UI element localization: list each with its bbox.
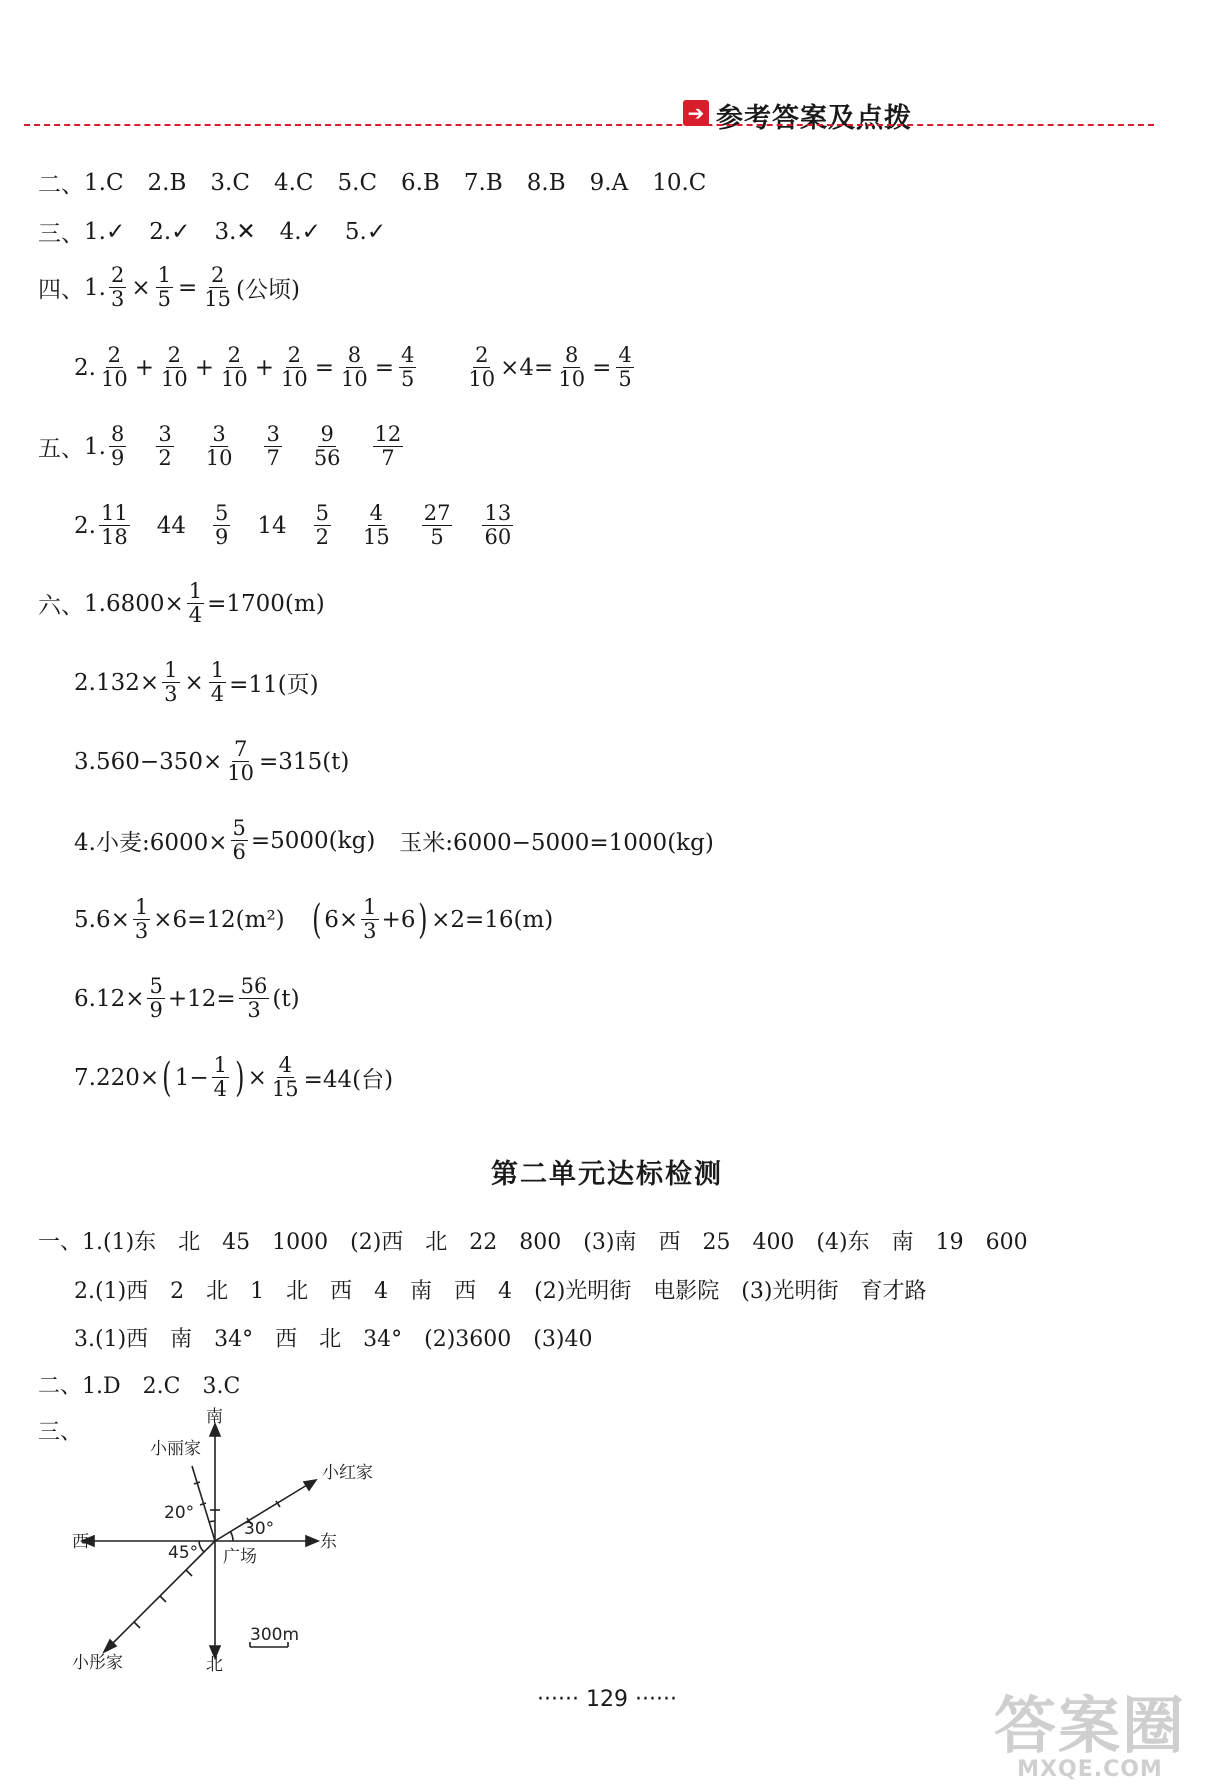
unit2-s3-label: 三、 [38, 1420, 83, 1445]
unit2-s1-line1: 一、1.(1)东 北 45 1000 (2)西 北 22 800 (3)南 西 25 400 (4)东 南 19 600 [38, 1230, 1028, 1255]
fraction: $\frac{4}{5}$ [401, 343, 415, 392]
fraction: $\frac{8}{10}$ [558, 343, 586, 392]
label-north: 北 [206, 1655, 223, 1675]
fraction: $\frac{12}{7}$ [374, 422, 402, 471]
part5-row1 [38, 423, 406, 470]
part6-q4: 4.小麦:6000× $\frac{5}{6}$ =5000(kg) 玉米:6000−5000=1000(kg) [74, 816, 714, 865]
part6-label: 六、 [38, 593, 84, 620]
fraction: $\frac{4}{15}$ [271, 1053, 299, 1102]
watermark-logo: 答案圈 [993, 1689, 1186, 1762]
watermark-url: MXQE.COM [1017, 1757, 1163, 1782]
answer-item: 4.✓ [279, 218, 321, 245]
fraction: $\frac{4}{15}$ [363, 501, 390, 550]
question-number: 2. [74, 354, 96, 381]
part4-q1: 四、 1. $\frac{2}{3}$ × $\frac{1}{5}$ = $\frac{2}{15}$ (公顷) [38, 263, 300, 312]
part3-answers [38, 215, 386, 248]
question-number: 2. [74, 512, 96, 539]
fraction: $\frac{4}{5}$ [618, 343, 632, 392]
fraction: $\frac{1}{5}$ [157, 263, 171, 312]
part6-q6: 6.12× $\frac{5}{9}$ +12= $\frac{56}{3}$ (t) [74, 974, 300, 1023]
header-title: 参考答案及点拨 [716, 103, 912, 134]
fraction: $\frac{8}{10}$ [341, 343, 368, 392]
answer-item: 1.✓ [84, 218, 126, 245]
fraction: $\frac{3}{2}$ [158, 422, 172, 471]
part5-label: 五、 [38, 436, 84, 463]
fraction: $\frac{7}{10}$ [227, 737, 255, 786]
direction-diagram [72, 1407, 440, 1675]
page-number: ······ 129 ······ [537, 1687, 677, 1712]
part6-q1: 六、 1.6800× $\frac{1}{4}$ =1700(m) [38, 579, 325, 628]
answer-item: 2.B [147, 169, 187, 196]
unit2-s1-line2: 2.(1)西 2 北 1 北 西 4 南 西 4 (2)光明街 电影院 (3)光明街 育才路 [74, 1279, 927, 1304]
ray-xiaotong [108, 1541, 215, 1648]
label-xiaotong: 小彤家 [72, 1653, 123, 1673]
answer-item: 5.C [337, 169, 378, 196]
label-center: 广场 [223, 1547, 257, 1567]
fraction: $\frac{9}{56}$ [313, 422, 341, 471]
unit-text: (公顷) [236, 277, 300, 304]
answer-item: 4.C [273, 169, 314, 196]
operator-text: ×4= [500, 354, 554, 381]
arrow-right-icon [306, 1536, 318, 1546]
fraction: $\frac{3}{10}$ [205, 422, 233, 471]
part6-q7: 7.220× ( 1− $\frac{1}{4}$ ) × $\frac{4}{15}$ =44(台) [74, 1053, 394, 1102]
answer-item: 8.B [526, 169, 566, 196]
part4-label: 四、 [38, 277, 84, 304]
unit2-s1-line3: 3.(1)西 南 34° 西 北 34° (2)3600 (3)40 [74, 1327, 593, 1352]
answer-item: 5.✓ [344, 218, 387, 245]
answer-item: 1.C [84, 169, 124, 196]
fraction: $\frac{2}{3}$ [110, 263, 125, 312]
fraction: $\frac{1}{4}$ [188, 579, 203, 628]
fraction: $\frac{27}{5}$ [423, 501, 451, 550]
answer-item: 6.B [401, 169, 440, 196]
fraction: $\frac{1}{4}$ [213, 1053, 228, 1102]
fraction: $\frac{13}{60}$ [484, 501, 512, 550]
fraction: $\frac{2}{10}$ [160, 343, 188, 392]
section-title: 第二单元达标检测 [491, 1159, 723, 1190]
answer-value: 44 [156, 512, 186, 539]
answer-value: 14 [257, 512, 287, 539]
answer-item: 3.✕ [214, 218, 256, 245]
arrow-right-icon: ➔ [683, 100, 709, 126]
label-east: 东 [320, 1532, 337, 1552]
label-xiaohong: 小红家 [322, 1463, 373, 1483]
fraction: $\frac{2}{10}$ [281, 343, 308, 392]
page-header [0, 92, 1214, 132]
fraction: $\frac{8}{9}$ [110, 422, 125, 471]
fraction: $\frac{5}{9}$ [149, 974, 163, 1023]
part4-q2: 2. $\frac{2}{10}$ + $\frac{2}{10}$ + $\frac{2}{10}$ + $\frac{2}{10}$ = $\frac{8}{10}$ = $\frac{4}{5}$ $\frac{2}{10}$ ×4= $\frac{8}{10}$ = $\frac{4}{5}$ [74, 343, 632, 392]
watermark [993, 1689, 1186, 1782]
fraction: $\frac{2}{10}$ [220, 343, 248, 392]
label-angle-30: 30° [244, 1519, 275, 1539]
fraction: $\frac{1}{3}$ [164, 658, 178, 707]
answer-item: 3.C [210, 169, 250, 196]
fraction: $\frac{1}{4}$ [210, 658, 225, 707]
answer-item: 10.C [652, 169, 707, 196]
fraction: $\frac{56}{3}$ [240, 974, 268, 1023]
label-xiaoli: 小丽家 [150, 1439, 201, 1459]
answer-item: 9.A [589, 169, 629, 196]
part3-label: 三、 [38, 221, 84, 247]
fraction: $\frac{5}{6}$ [232, 816, 246, 865]
fraction: $\frac{1}{3}$ [134, 895, 149, 944]
label-angle-45: 45° [168, 1543, 199, 1563]
question-number: 1. [84, 274, 106, 301]
part2-answers [38, 166, 706, 199]
header-divider [24, 124, 1154, 126]
label-angle-20: 20° [164, 1503, 195, 1523]
question-number: 1. [84, 433, 106, 460]
answer-item: 7.B [463, 169, 503, 196]
label-west: 西 [72, 1532, 89, 1552]
fraction: $\frac{3}{7}$ [266, 422, 280, 471]
fraction: $\frac{1}{3}$ [363, 895, 377, 944]
fraction: $\frac{11}{18}$ [100, 501, 128, 550]
fraction: $\frac{2}{10}$ [468, 343, 496, 392]
part6-q3: 3.560−350× $\frac{7}{10}$ =315(t) [74, 737, 350, 786]
fraction: $\frac{5}{9}$ [214, 501, 229, 550]
fraction: $\frac{5}{2}$ [315, 501, 329, 550]
part6-q5: 5.6× $\frac{1}{3}$ ×6=12(m²) ( 6× $\frac{1}{3}$ +6 ) ×2=16(m) [74, 895, 554, 944]
part5-row2 [74, 502, 516, 549]
answer-item: 2.✓ [149, 218, 191, 245]
fraction: $\frac{2}{15}$ [204, 263, 231, 312]
unit2-s2: 二、1.D 2.C 3.C [38, 1374, 241, 1399]
label-scale: 300m [250, 1625, 300, 1645]
fraction: $\frac{2}{10}$ [100, 343, 128, 392]
part2-label: 二、 [38, 172, 84, 198]
label-south: 南 [206, 1407, 223, 1427]
part6-q2: 2.132× $\frac{1}{3}$ × $\frac{1}{4}$ =11(页) [74, 658, 319, 707]
